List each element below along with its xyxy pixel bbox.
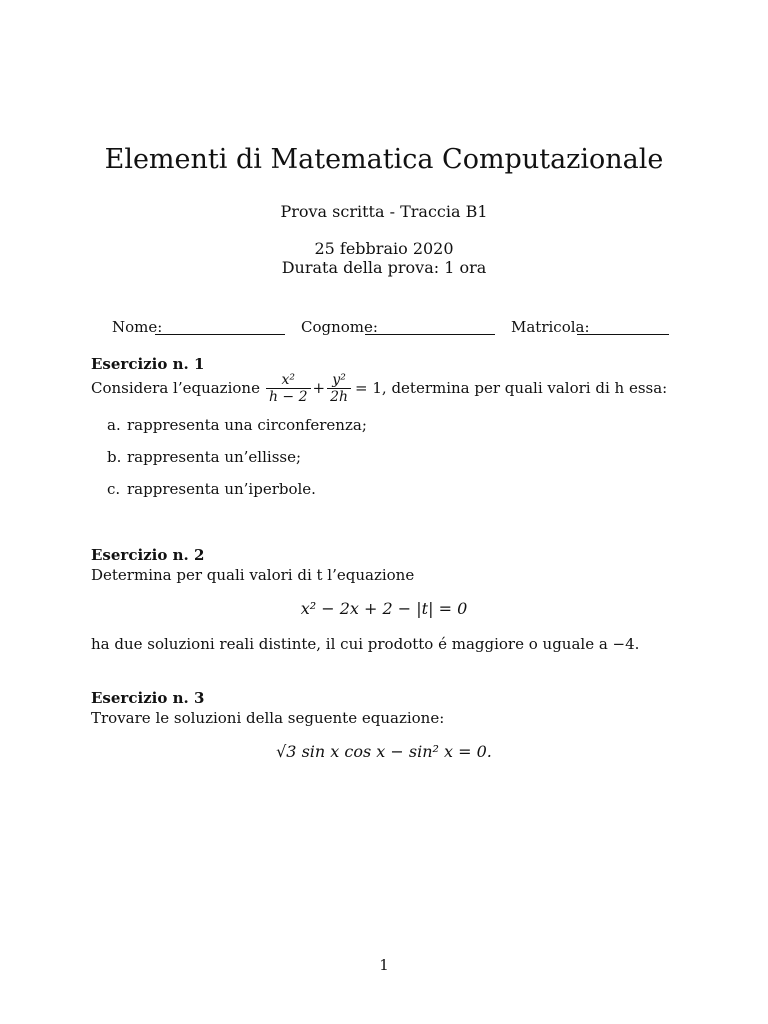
exam-duration: Durata della prova: 1 ora: [281, 258, 487, 277]
nome-field[interactable]: [155, 334, 285, 335]
exercise-1-fraction-x: [266, 372, 311, 405]
exercise-1-item-c: rappresenta un’iperbole.: [127, 480, 316, 498]
fraction-x-numerator: x²: [281, 371, 295, 388]
exercise-1-item-a-letter: a.: [107, 416, 121, 434]
exercise-1-intro-prefix: Considera l’equazione: [91, 379, 260, 397]
exercise-2-title: Esercizio n. 2: [91, 546, 205, 564]
exercise-1-item-b-letter: b.: [107, 448, 122, 466]
fraction-x-denominator: h − 2: [266, 388, 311, 405]
document-title: Elementi di Matematica Computazionale: [104, 144, 664, 175]
exercise-3-title: Esercizio n. 3: [91, 689, 205, 707]
exam-date: 25 febbraio 2020: [314, 239, 454, 258]
exercise-1-title: Esercizio n. 1: [91, 355, 205, 373]
fraction-y-denominator: 2h: [327, 388, 351, 405]
page-number: 1: [379, 956, 389, 974]
exercise-3-intro: Trovare le soluzioni della seguente equazione:: [91, 709, 445, 727]
exercise-1-intro: [91, 366, 667, 410]
matricola-label: Matricola:: [511, 318, 590, 336]
exercise-1-plus: +: [312, 379, 326, 397]
cognome-field[interactable]: [365, 334, 495, 335]
exam-subtitle: Prova scritta - Traccia B1: [280, 202, 488, 221]
exercise-1-item-c-letter: c.: [107, 480, 121, 498]
fraction-y-numerator: y²: [332, 371, 346, 388]
nome-label: Nome:: [112, 318, 163, 336]
cognome-label: Cognome:: [301, 318, 378, 336]
exercise-1-item-b: rappresenta un’ellisse;: [127, 448, 302, 466]
exercise-2-intro: Determina per quali valori di t l’equazione: [91, 566, 415, 584]
exercise-1-item-a: rappresenta una circonferenza;: [127, 416, 367, 434]
exercise-1-fraction-y: [327, 372, 351, 405]
exercise-3-equation: √3 sin x cos x − sin² x = 0.: [276, 742, 492, 761]
exercise-2-outro: ha due soluzioni reali distinte, il cui prodotto é maggiore o uguale a −4.: [91, 635, 640, 653]
exercise-2-equation: x² − 2x + 2 − |t| = 0: [300, 599, 468, 618]
matricola-field[interactable]: [577, 334, 669, 335]
exercise-1-intro-suffix: = 1, determina per quali valori di h essa:: [355, 379, 668, 397]
